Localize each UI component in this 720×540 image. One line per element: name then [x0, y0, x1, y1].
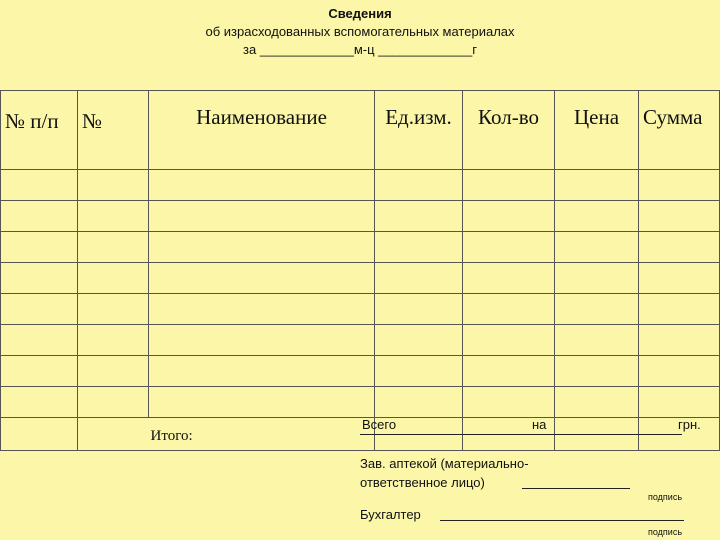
table-row: [1, 170, 720, 201]
total-amount-line[interactable]: [360, 434, 682, 435]
table-cell[interactable]: [639, 201, 720, 232]
col-header-number: №: [78, 91, 149, 170]
table-cell[interactable]: [78, 263, 149, 294]
table-cell[interactable]: [78, 201, 149, 232]
table-cell[interactable]: [149, 263, 375, 294]
table-cell[interactable]: [555, 356, 639, 387]
col-header-price: Цена: [555, 91, 639, 170]
table-cell[interactable]: [375, 232, 463, 263]
table-cell[interactable]: [375, 387, 463, 418]
table-row: [1, 325, 720, 356]
table-cell[interactable]: [78, 387, 149, 418]
table-cell[interactable]: [149, 356, 375, 387]
table-cell[interactable]: [375, 263, 463, 294]
table-cell[interactable]: [555, 387, 639, 418]
col-header-quantity: Кол-во: [463, 91, 555, 170]
table-cell[interactable]: [463, 232, 555, 263]
table-cell[interactable]: [78, 232, 149, 263]
table-cell[interactable]: [555, 201, 639, 232]
table-cell[interactable]: [1, 294, 78, 325]
currency-label: грн.: [678, 417, 701, 432]
manager-label-line2: ответственное лицо): [360, 475, 485, 490]
table-row: [1, 263, 720, 294]
table-cell[interactable]: [149, 387, 375, 418]
total-label-cell: [149, 418, 375, 451]
table-cell[interactable]: [375, 170, 463, 201]
table-row: [1, 201, 720, 232]
table-cell[interactable]: [375, 356, 463, 387]
table-cell[interactable]: [149, 201, 375, 232]
table-cell[interactable]: [555, 294, 639, 325]
table-row: [1, 356, 720, 387]
table-cell[interactable]: [149, 232, 375, 263]
table-cell[interactable]: [463, 356, 555, 387]
table-header-row: [1, 91, 720, 170]
col-header-unit: Ед.изм.: [375, 91, 463, 170]
table-cell[interactable]: [1, 356, 78, 387]
manager-signature-caption: подпись: [648, 492, 683, 502]
on-word: на: [532, 417, 547, 432]
table-cell[interactable]: [555, 170, 639, 201]
table-cell[interactable]: [555, 325, 639, 356]
table-cell[interactable]: [375, 201, 463, 232]
accountant-signature-line[interactable]: [440, 506, 684, 521]
total-row-blank-cell[interactable]: [78, 418, 149, 451]
table-cell[interactable]: [555, 232, 639, 263]
table-cell[interactable]: [639, 294, 720, 325]
table-cell[interactable]: [1, 232, 78, 263]
table-cell[interactable]: [555, 263, 639, 294]
table-cell[interactable]: [639, 170, 720, 201]
table-cell[interactable]: [1, 387, 78, 418]
table-cell[interactable]: [149, 294, 375, 325]
table-cell[interactable]: [78, 294, 149, 325]
total-row-cell[interactable]: [1, 418, 78, 451]
year-label: г: [472, 42, 477, 57]
table-cell[interactable]: [463, 387, 555, 418]
table-cell[interactable]: [639, 232, 720, 263]
table-body: [1, 170, 720, 451]
table-cell[interactable]: [463, 201, 555, 232]
table-cell[interactable]: [639, 356, 720, 387]
table-cell[interactable]: [78, 325, 149, 356]
table-cell[interactable]: [149, 170, 375, 201]
table-cell[interactable]: [1, 263, 78, 294]
table-cell[interactable]: [1, 325, 78, 356]
accountant-label: Бухгалтер: [360, 507, 421, 522]
table-cell[interactable]: [639, 263, 720, 294]
table-cell[interactable]: [375, 294, 463, 325]
col-header-name: Наименование: [149, 91, 375, 170]
table-cell[interactable]: [1, 170, 78, 201]
col-header-sum: Сумма: [639, 91, 720, 170]
month-blank: _____________: [259, 42, 354, 57]
table-row: [1, 387, 720, 418]
table-cell[interactable]: [78, 170, 149, 201]
table-row: [1, 232, 720, 263]
table-cell[interactable]: [1, 201, 78, 232]
accountant-signature-caption: подпись: [648, 527, 683, 537]
materials-table: [0, 90, 720, 451]
total-label: Итого:: [150, 428, 193, 444]
table-cell[interactable]: [463, 325, 555, 356]
month-label: м-ц: [353, 42, 375, 57]
total-word: Всего: [362, 417, 397, 432]
table-cell[interactable]: [463, 294, 555, 325]
table-cell[interactable]: [463, 170, 555, 201]
document-title: Сведения: [328, 6, 392, 21]
table-cell[interactable]: [149, 325, 375, 356]
period-line: [0, 41, 720, 59]
table-cell[interactable]: [639, 387, 720, 418]
col-header-row-number: № п/п: [1, 91, 78, 170]
document-subtitle: об израсходованных вспомогательных материалах: [205, 24, 515, 39]
manager-signature-line[interactable]: [522, 474, 630, 489]
period-prefix: за: [243, 42, 257, 57]
table-row: [1, 294, 720, 325]
manager-label-line1: Зав. аптекой (материально-: [360, 456, 529, 471]
table-cell[interactable]: [375, 325, 463, 356]
table-cell[interactable]: [639, 325, 720, 356]
table-cell[interactable]: [463, 263, 555, 294]
year-blank: _____________: [378, 42, 473, 57]
table-cell[interactable]: [78, 356, 149, 387]
